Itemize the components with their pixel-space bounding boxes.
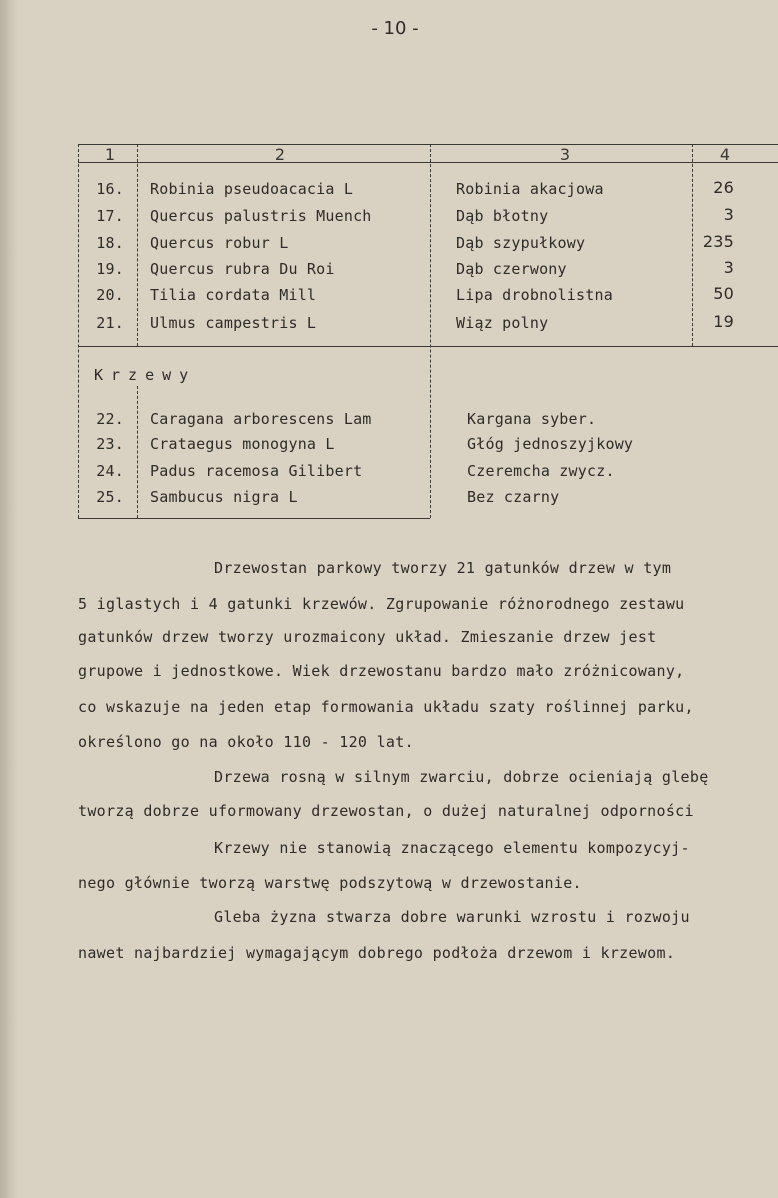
- body-text-line: nawet najbardziej wymagającym dobrego podłoża drzewom i krzewom.: [78, 944, 676, 962]
- latin-name: Quercus robur L: [150, 234, 289, 252]
- body-text-line: tworzą dobrze uformowany drzewostan, o dużej naturalnej odporności: [78, 802, 694, 820]
- polish-name: Czeremcha zwycz.: [467, 462, 615, 480]
- polish-name: Dąb czerwony: [456, 260, 567, 278]
- latin-name: Caragana arborescens Lam: [150, 410, 372, 428]
- polish-name: Dąb szypułkowy: [456, 234, 586, 252]
- row-number: 21.: [96, 314, 124, 332]
- body-text-line: Drzewostan parkowy tworzy 21 gatunków drzew w tym: [214, 559, 672, 577]
- latin-name: Quercus palustris Muench: [150, 207, 372, 225]
- body-text-line: Drzewa rosną w silnym zwarciu, dobrze ocieniają glebę: [214, 768, 709, 786]
- tree-count: 19: [713, 312, 734, 331]
- page-number: - 10 -: [371, 18, 419, 39]
- row-number: 22.: [96, 410, 124, 428]
- row-number: 18.: [96, 234, 124, 252]
- latin-name: Quercus rubra Du Roi: [150, 260, 335, 278]
- table-header-col-4: 4: [719, 145, 731, 164]
- polish-name: Lipa drobnolistna: [456, 286, 613, 304]
- table-header-rule: [78, 162, 778, 163]
- tree-count: 3: [723, 205, 734, 224]
- row-number: 16.: [96, 180, 124, 198]
- polish-name: Bez czarny: [467, 488, 560, 506]
- body-text-line: Krzewy nie stanowią znaczącego elementu kompozycyj-: [214, 839, 690, 857]
- body-text-line: nego głównie tworzą warstwę podszytową w drzewostanie.: [78, 874, 582, 892]
- polish-name: Dąb błotny: [456, 207, 549, 225]
- column-divider-1-shrubs: [137, 386, 138, 518]
- table-trees-bottom-rule: [78, 346, 778, 347]
- tree-count: 50: [713, 284, 734, 303]
- polish-name: Robinia akacjowa: [456, 180, 604, 198]
- table-header-col-1: 1: [104, 145, 116, 164]
- column-divider-2: [430, 144, 431, 518]
- table-header-col-2: 2: [274, 145, 286, 164]
- tree-count: 235: [702, 232, 734, 251]
- polish-name: Kargana syber.: [467, 410, 597, 428]
- table-bottom-rule: [78, 518, 430, 519]
- body-text-line: grupowe i jednostkowe. Wiek drzewostanu bardzo mało zróżnicowany,: [78, 662, 685, 680]
- latin-name: Sambucus nigra L: [150, 488, 298, 506]
- polish-name: Wiąz polny: [456, 314, 549, 332]
- latin-name: Padus racemosa Gilibert: [150, 462, 363, 480]
- body-text-line: co wskazuje na jeden etap formowania układu szaty roślinnej parku,: [78, 698, 694, 716]
- polish-name: Głóg jednoszyjkowy: [467, 435, 634, 453]
- section-label-shrubs: Krzewy: [94, 366, 197, 384]
- tree-count: 3: [723, 258, 734, 277]
- latin-name: Robinia pseudoacacia L: [150, 180, 354, 198]
- row-number: 25.: [96, 488, 124, 506]
- table-header-col-3: 3: [559, 145, 571, 164]
- body-text-line: określono go na około 110 - 120 lat.: [78, 733, 414, 751]
- row-number: 17.: [96, 207, 124, 225]
- row-number: 24.: [96, 462, 124, 480]
- latin-name: Ulmus campestris L: [150, 314, 317, 332]
- latin-name: Tilia cordata Mill: [150, 286, 317, 304]
- table-top-rule: [78, 144, 778, 145]
- latin-name: Crataegus monogyna L: [150, 435, 335, 453]
- body-text-line: Gleba żyzna stwarza dobre warunki wzrostu i rozwoju: [214, 908, 690, 926]
- row-number: 20.: [96, 286, 124, 304]
- page-edge-shadow: [0, 0, 18, 1198]
- tree-count: 26: [713, 178, 734, 197]
- body-text-line: 5 iglastych i 4 gatunki krzewów. Zgrupowanie różnorodnego zestawu: [78, 595, 685, 613]
- row-number: 19.: [96, 260, 124, 278]
- row-number: 23.: [96, 435, 124, 453]
- body-text-line: gatunków drzew tworzy urozmaicony układ. Zmieszanie drzew jest: [78, 628, 657, 646]
- column-divider-1: [137, 144, 138, 346]
